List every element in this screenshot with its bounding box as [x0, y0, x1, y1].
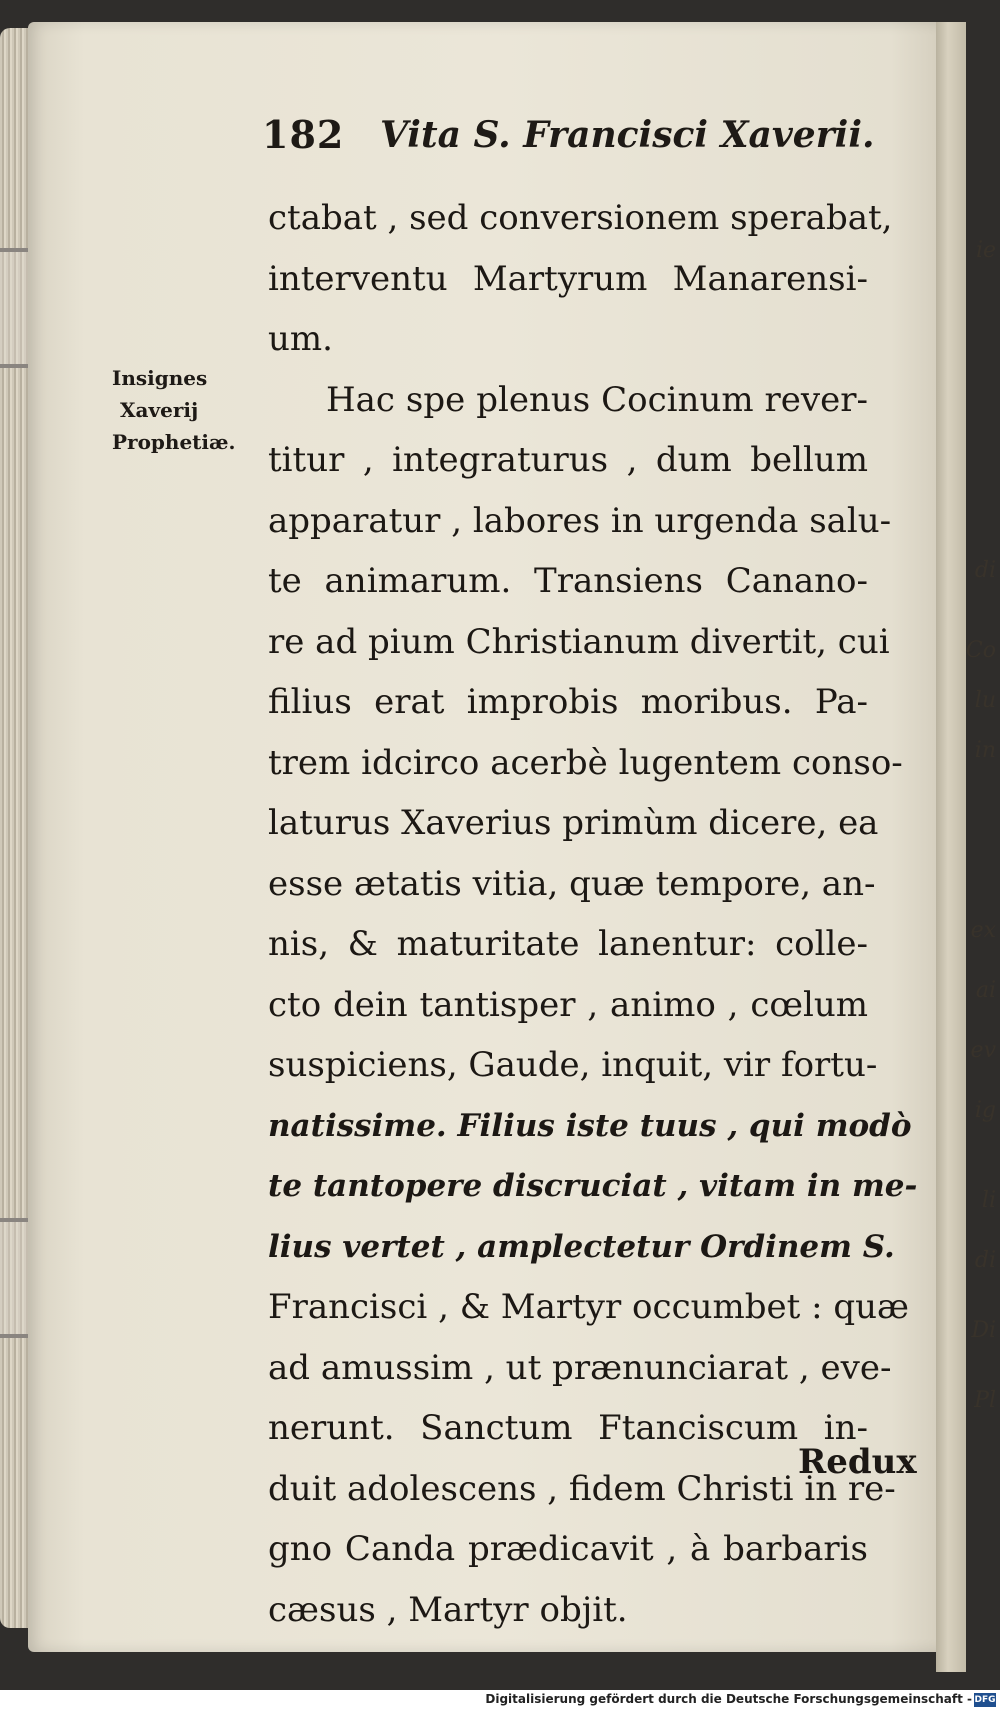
bleed-through-fragment: li: [981, 1188, 996, 1213]
bleed-through-fragment: di: [974, 558, 996, 583]
facing-page-edge: [936, 22, 966, 1672]
text-line: trem idcirco acerbè lugentem conso-: [268, 742, 903, 783]
bleed-through-fragment: in: [974, 738, 996, 763]
footer-bar: [0, 1690, 1000, 1712]
bleed-through-fragment: Di: [971, 1318, 996, 1343]
text-line: te tantopere discruciat , vitam in me-: [268, 1168, 918, 1204]
text-line: interventu Martyrum Manarensi-: [268, 258, 868, 299]
funding-credit: Digitalisierung gefördert durch die Deutsche Forschungsgemeinschaft -: [485, 1692, 972, 1706]
text-line: duit adolescens , fidem Christi in re-: [268, 1468, 896, 1509]
text-line: suspiciens, Gaude, inquit, vir fortu-: [268, 1045, 878, 1085]
bleed-through-fragment: ai: [975, 978, 996, 1003]
body-text: [268, 188, 918, 1640]
marginal-note-line: Xaverij: [120, 398, 199, 422]
marginal-note: [112, 362, 262, 458]
bleed-through-fragment: ie: [975, 238, 996, 263]
bleed-through-fragment: ev: [970, 1038, 996, 1063]
bleed-through-fragment: ex: [970, 918, 996, 943]
marginal-note-line: Insignes: [112, 366, 208, 390]
bleed-through-fragment: di: [974, 1248, 996, 1273]
bleed-through-fragment: ig: [974, 1098, 996, 1123]
page-number: 182: [262, 112, 345, 157]
text-line: ad amussim , ut prænunciarat , eve-: [268, 1347, 892, 1388]
text-line: te animarum. Transiens Canano-: [268, 561, 868, 601]
text-line: ctabat , sed conversionem sperabat,: [268, 198, 893, 238]
bleed-through-fragment: Co: [965, 638, 996, 663]
text-line: apparatur , labores in urgenda salu-: [268, 500, 892, 541]
text-line: cæsus , Martyr objit.: [268, 1589, 628, 1630]
text-line: titur , integraturus , dum bellum: [268, 440, 868, 480]
text-line: nis, & maturitate lanentur: colle-: [268, 924, 868, 964]
catchword: Redux: [798, 1442, 917, 1482]
text-line: laturus Xaverius primùm dicere, ea: [268, 803, 879, 843]
bleed-through-fragment: lu: [974, 688, 996, 713]
marginal-note-line: Prophetiæ.: [112, 430, 236, 454]
page-header: [262, 108, 875, 164]
dfg-logo: DFG: [974, 1695, 996, 1705]
text-line: esse ætatis vitia, quæ tempore, an-: [268, 863, 876, 904]
running-title: Vita S. Francisci Xaverii.: [380, 114, 875, 156]
bleed-through-fragment: Pl: [974, 1388, 996, 1413]
text-line: um.: [268, 319, 333, 359]
text-line: lius vertet , amplectetur Ordinem S.: [268, 1228, 895, 1265]
text-line: gno Canda prædicavit , à barbaris: [268, 1529, 868, 1569]
text-line: natissime. Filius iste tuus , qui modò: [268, 1107, 912, 1144]
text-line: cto dein tantisper , animo , cœlum: [268, 984, 868, 1025]
text-line: re ad pium Christianum divertit, cui: [268, 621, 890, 662]
text-line: Hac spe plenus Cocinum rever-: [326, 379, 868, 420]
text-line: nerunt. Sanctum Ftanciscum in-: [268, 1408, 868, 1448]
text-line: Francisci , & Martyr occumbet : quæ: [268, 1287, 909, 1327]
text-line: filius erat improbis moribus. Pa-: [268, 682, 868, 722]
